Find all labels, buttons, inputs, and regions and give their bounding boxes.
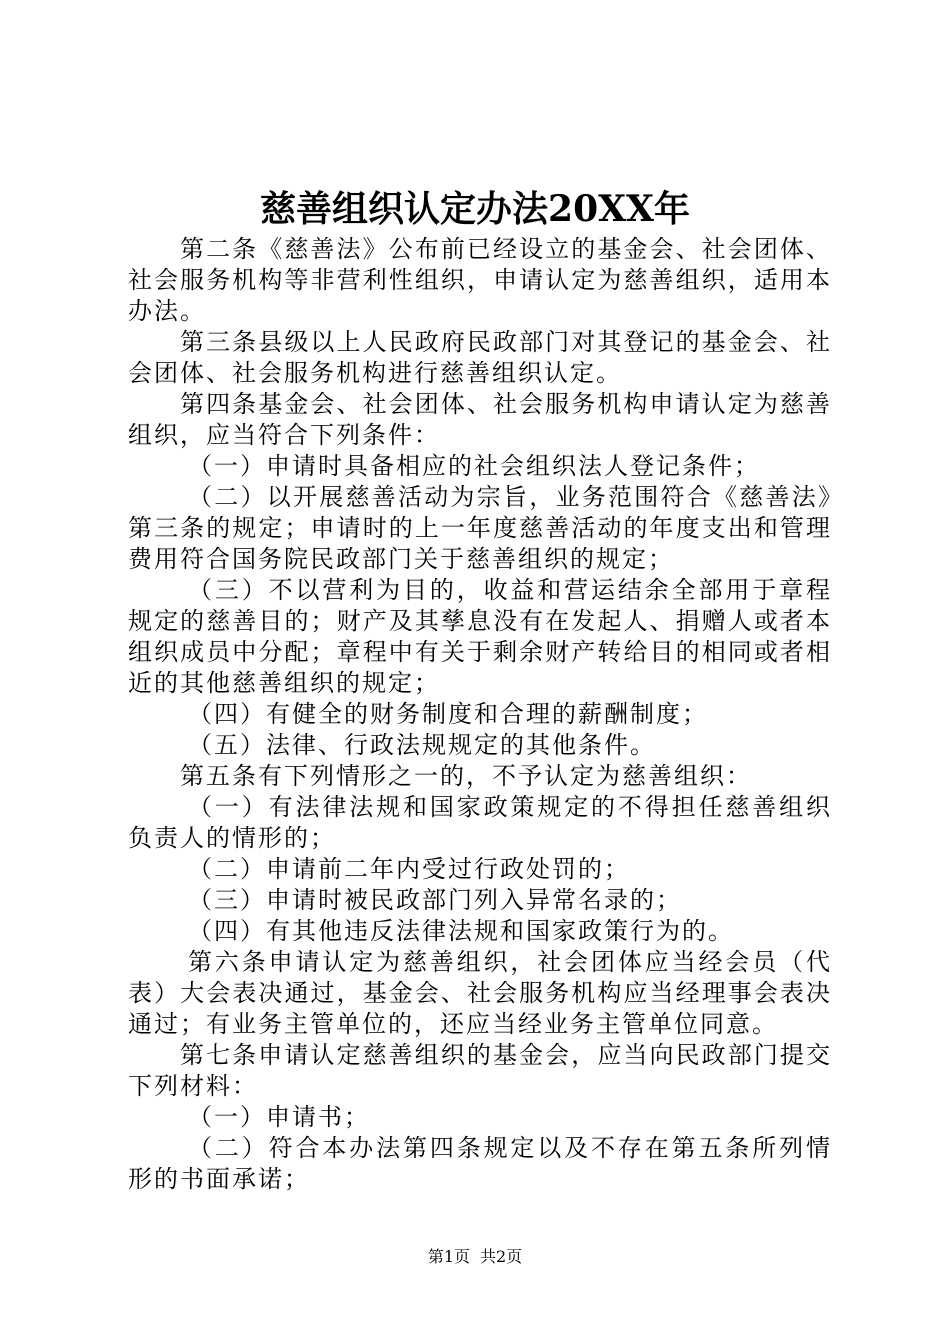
article-4-item-5: （五）法律、行政法规规定的其他条件。 xyxy=(188,731,656,759)
article-5-item-4: （四）有其他违反法律法规和国家政策行为的。 xyxy=(188,917,734,945)
article-4-item-3: （三）不以营利为目的，收益和营运结余全部用于章程规定的慈善目的；财产及其孳息没有在发起人、捐赠人或者本组织成员中分配；章程中有关于剩余财产转给目的相同或者相近的其他慈善组织的规定； xyxy=(128,576,832,697)
article-5-item-1: （一）有法律法规和国家政策规定的不得担任慈善组织负责人的情形的； xyxy=(128,793,832,852)
article-2-paragraph: 第二条《慈善法》公布前已经设立的基金会、社会团体、社会服务机构等非营利性组织，申请认定为慈善组织，适用本办法。 xyxy=(128,235,832,325)
article-7-paragraph: 第七条申请认定慈善组织的基金会，应当向民政部门提交下列材料： xyxy=(128,1041,832,1100)
article-5-item-3: （三）申请时被民政部门列入异常名录的； xyxy=(188,886,682,914)
document-body xyxy=(128,234,832,1195)
article-7-item-2: （二）符合本办法第四条规定以及不存在第五条所列情形的书面承诺； xyxy=(128,1134,832,1193)
article-5-item-2: （二）申请前二年内受过行政处罚的； xyxy=(188,855,630,883)
article-3-paragraph: 第三条县级以上人民政府民政部门对其登记的基金会、社会团体、社会服务机构进行慈善组织认定。 xyxy=(128,328,832,387)
article-4-item-4: （四）有健全的财务制度和合理的薪酬制度； xyxy=(188,700,708,728)
article-4-paragraph: 第四条基金会、社会团体、社会服务机构申请认定为慈善组织，应当符合下列条件： xyxy=(128,390,832,449)
article-4-item-1: （一）申请时具备相应的社会组织法人登记条件； xyxy=(188,452,760,480)
article-7-item-1: （一）申请书； xyxy=(188,1103,370,1131)
page-total: 共2页 xyxy=(480,1247,523,1266)
page-number: 第1页 xyxy=(427,1247,470,1266)
article-5-paragraph: 第五条有下列情形之一的，不予认定为慈善组织： xyxy=(180,762,752,790)
page-footer xyxy=(0,1247,950,1267)
article-6-paragraph: 第六条申请认定为慈善组织，社会团体应当经会员（代表）大会表决通过，基金会、社会服务机构应当经理事会表决通过；有业务主管单位的，还应当经业务主管单位同意。 xyxy=(128,948,832,1038)
document-title: 慈善组织认定办法20XX年 xyxy=(260,188,690,230)
article-4-item-2: （二）以开展慈善活动为宗旨，业务范围符合《慈善法》第三条的规定；申请时的上一年度慈善活动的年度支出和管理费用符合国务院民政部门关于慈善组织的规定； xyxy=(128,483,832,573)
